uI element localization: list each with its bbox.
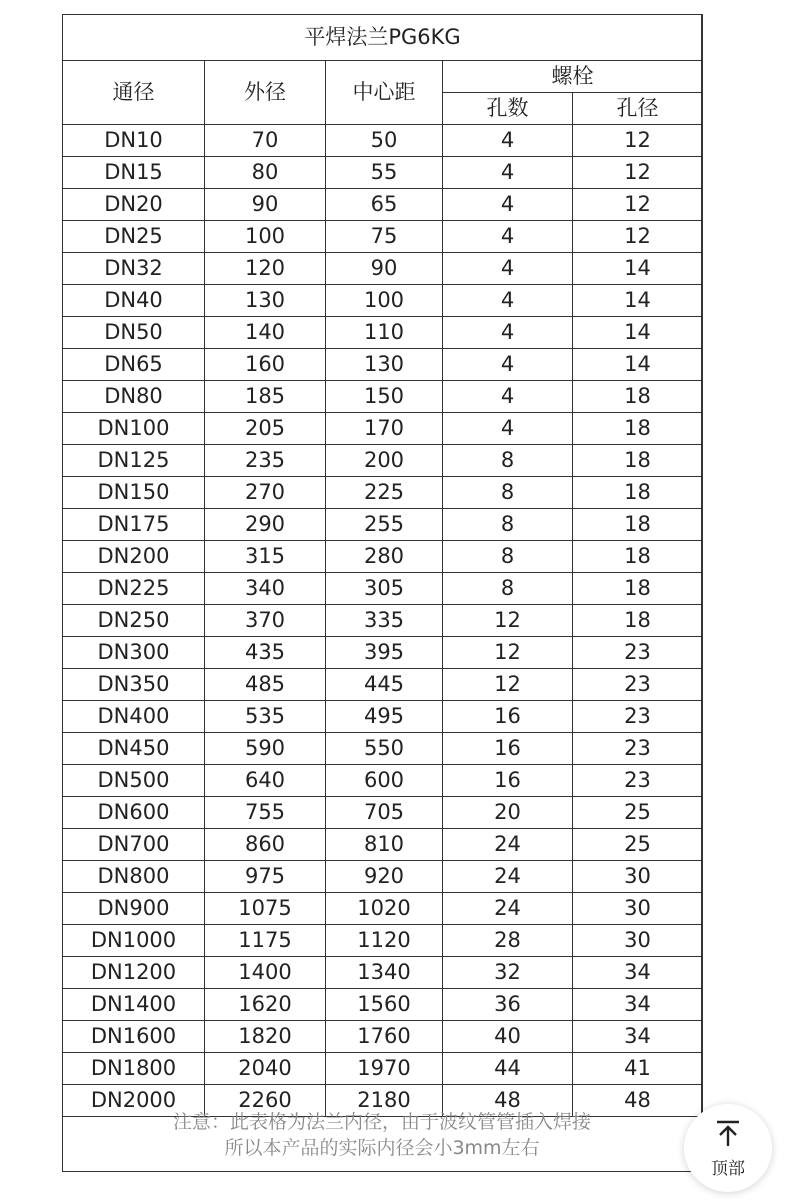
cell-bore: DN20 xyxy=(63,189,205,221)
cell-hole-diameter: 30 xyxy=(573,893,703,925)
cell-outer-diameter: 120 xyxy=(205,253,326,285)
cell-hole-diameter: 23 xyxy=(573,765,703,797)
header-bolt-group: 螺栓 xyxy=(443,61,703,93)
cell-hole-diameter: 34 xyxy=(573,989,703,1021)
cell-hole-diameter: 12 xyxy=(573,189,703,221)
cell-outer-diameter: 90 xyxy=(205,189,326,221)
cell-bore: DN15 xyxy=(63,157,205,189)
cell-bore: DN400 xyxy=(63,701,205,733)
cell-center-distance: 65 xyxy=(326,189,443,221)
cell-outer-diameter: 1820 xyxy=(205,1021,326,1053)
cell-hole-diameter: 34 xyxy=(573,1021,703,1053)
cell-bore: DN700 xyxy=(63,829,205,861)
cell-outer-diameter: 340 xyxy=(205,573,326,605)
cell-center-distance: 495 xyxy=(326,701,443,733)
cell-hole-count: 4 xyxy=(443,189,573,221)
cell-hole-diameter: 18 xyxy=(573,445,703,477)
cell-center-distance: 395 xyxy=(326,637,443,669)
flange-spec-table xyxy=(62,14,703,1117)
cell-center-distance: 1970 xyxy=(326,1053,443,1085)
cell-center-distance: 50 xyxy=(326,125,443,157)
cell-center-distance: 335 xyxy=(326,605,443,637)
cell-hole-count: 16 xyxy=(443,733,573,765)
cell-center-distance: 55 xyxy=(326,157,443,189)
cell-outer-diameter: 1400 xyxy=(205,957,326,989)
table-row xyxy=(63,1053,703,1085)
table-row xyxy=(63,541,703,573)
cell-hole-count: 24 xyxy=(443,829,573,861)
cell-outer-diameter: 1620 xyxy=(205,989,326,1021)
cell-hole-diameter: 30 xyxy=(573,925,703,957)
cell-outer-diameter: 80 xyxy=(205,157,326,189)
table-row xyxy=(63,605,703,637)
cell-bore: DN900 xyxy=(63,893,205,925)
table-row xyxy=(63,317,703,349)
cell-hole-count: 4 xyxy=(443,413,573,445)
table-row xyxy=(63,157,703,189)
cell-hole-diameter: 18 xyxy=(573,605,703,637)
cell-outer-diameter: 2040 xyxy=(205,1053,326,1085)
table-row xyxy=(63,285,703,317)
cell-outer-diameter: 185 xyxy=(205,381,326,413)
table-body xyxy=(63,125,703,1117)
table-row xyxy=(63,1021,703,1053)
table-row xyxy=(63,893,703,925)
table-row xyxy=(63,189,703,221)
cell-hole-diameter: 18 xyxy=(573,413,703,445)
cell-hole-count: 4 xyxy=(443,317,573,349)
cell-bore: DN10 xyxy=(63,125,205,157)
cell-center-distance: 550 xyxy=(326,733,443,765)
cell-hole-count: 4 xyxy=(443,221,573,253)
table-row xyxy=(63,669,703,701)
cell-hole-count: 8 xyxy=(443,445,573,477)
cell-bore: DN600 xyxy=(63,797,205,829)
cell-hole-count: 4 xyxy=(443,253,573,285)
cell-bore: DN225 xyxy=(63,573,205,605)
cell-bore: DN2000 xyxy=(63,1085,205,1117)
arrow-up-to-top-icon xyxy=(713,1118,743,1152)
table-row xyxy=(63,445,703,477)
note-line-2: 所以本产品的实际内径会小3mm左右 xyxy=(224,1137,540,1159)
cell-center-distance: 200 xyxy=(326,445,443,477)
cell-hole-diameter: 23 xyxy=(573,669,703,701)
cell-center-distance: 280 xyxy=(326,541,443,573)
cell-outer-diameter: 205 xyxy=(205,413,326,445)
cell-bore: DN50 xyxy=(63,317,205,349)
cell-bore: DN300 xyxy=(63,637,205,669)
cell-hole-count: 16 xyxy=(443,701,573,733)
cell-hole-count: 24 xyxy=(443,893,573,925)
cell-hole-count: 8 xyxy=(443,477,573,509)
table-row xyxy=(63,349,703,381)
cell-center-distance: 1340 xyxy=(326,957,443,989)
cell-hole-diameter: 12 xyxy=(573,125,703,157)
cell-center-distance: 920 xyxy=(326,861,443,893)
table-row xyxy=(63,413,703,445)
table-row xyxy=(63,509,703,541)
cell-outer-diameter: 160 xyxy=(205,349,326,381)
cell-bore: DN40 xyxy=(63,285,205,317)
header-outer-diameter: 外径 xyxy=(205,61,326,125)
table-row xyxy=(63,477,703,509)
cell-hole-count: 4 xyxy=(443,125,573,157)
cell-hole-count: 12 xyxy=(443,637,573,669)
cell-outer-diameter: 1175 xyxy=(205,925,326,957)
cell-hole-diameter: 18 xyxy=(573,381,703,413)
cell-outer-diameter: 2260 xyxy=(205,1085,326,1117)
cell-bore: DN450 xyxy=(63,733,205,765)
cell-hole-diameter: 14 xyxy=(573,253,703,285)
cell-hole-count: 4 xyxy=(443,285,573,317)
cell-hole-count: 20 xyxy=(443,797,573,829)
table-row xyxy=(63,381,703,413)
back-to-top-label: 顶部 xyxy=(711,1158,745,1179)
cell-hole-diameter: 18 xyxy=(573,509,703,541)
cell-hole-count: 36 xyxy=(443,989,573,1021)
table-row xyxy=(63,765,703,797)
cell-outer-diameter: 270 xyxy=(205,477,326,509)
cell-bore: DN100 xyxy=(63,413,205,445)
cell-hole-diameter: 23 xyxy=(573,733,703,765)
table-row xyxy=(63,221,703,253)
cell-hole-diameter: 48 xyxy=(573,1085,703,1117)
back-to-top-button[interactable] xyxy=(684,1104,772,1192)
cell-bore: DN350 xyxy=(63,669,205,701)
table-row xyxy=(63,989,703,1021)
cell-bore: DN125 xyxy=(63,445,205,477)
cell-hole-diameter: 30 xyxy=(573,861,703,893)
cell-outer-diameter: 140 xyxy=(205,317,326,349)
cell-center-distance: 1120 xyxy=(326,925,443,957)
cell-outer-diameter: 535 xyxy=(205,701,326,733)
header-hole-diameter: 孔径 xyxy=(573,93,703,125)
cell-center-distance: 810 xyxy=(326,829,443,861)
cell-hole-diameter: 18 xyxy=(573,477,703,509)
cell-hole-diameter: 14 xyxy=(573,317,703,349)
table-row xyxy=(63,637,703,669)
cell-hole-count: 4 xyxy=(443,381,573,413)
table-title: 平焊法兰PG6KG xyxy=(63,15,703,61)
cell-outer-diameter: 370 xyxy=(205,605,326,637)
table-row xyxy=(63,701,703,733)
cell-center-distance: 305 xyxy=(326,573,443,605)
header-center-distance: 中心距 xyxy=(326,61,443,125)
cell-center-distance: 225 xyxy=(326,477,443,509)
cell-hole-count: 8 xyxy=(443,573,573,605)
cell-outer-diameter: 590 xyxy=(205,733,326,765)
cell-bore: DN32 xyxy=(63,253,205,285)
cell-hole-count: 44 xyxy=(443,1053,573,1085)
cell-center-distance: 75 xyxy=(326,221,443,253)
cell-hole-diameter: 23 xyxy=(573,637,703,669)
cell-bore: DN1600 xyxy=(63,1021,205,1053)
cell-outer-diameter: 315 xyxy=(205,541,326,573)
cell-center-distance: 445 xyxy=(326,669,443,701)
table-row xyxy=(63,957,703,989)
cell-hole-count: 40 xyxy=(443,1021,573,1053)
cell-hole-count: 32 xyxy=(443,957,573,989)
cell-center-distance: 100 xyxy=(326,285,443,317)
cell-outer-diameter: 130 xyxy=(205,285,326,317)
cell-center-distance: 1760 xyxy=(326,1021,443,1053)
cell-center-distance: 1020 xyxy=(326,893,443,925)
header-bore: 通径 xyxy=(63,61,205,125)
cell-outer-diameter: 485 xyxy=(205,669,326,701)
cell-hole-count: 12 xyxy=(443,669,573,701)
cell-hole-diameter: 12 xyxy=(573,157,703,189)
note-line-1: 注意：此表格为法兰内径，由于波纹管管插入焊接 xyxy=(172,1111,591,1133)
cell-center-distance: 90 xyxy=(326,253,443,285)
cell-hole-count: 24 xyxy=(443,861,573,893)
cell-outer-diameter: 755 xyxy=(205,797,326,829)
cell-outer-diameter: 1075 xyxy=(205,893,326,925)
cell-bore: DN250 xyxy=(63,605,205,637)
cell-bore: DN1000 xyxy=(63,925,205,957)
cell-bore: DN800 xyxy=(63,861,205,893)
note-text xyxy=(62,1109,702,1161)
cell-outer-diameter: 860 xyxy=(205,829,326,861)
cell-bore: DN150 xyxy=(63,477,205,509)
table-row xyxy=(63,253,703,285)
cell-hole-diameter: 41 xyxy=(573,1053,703,1085)
cell-center-distance: 170 xyxy=(326,413,443,445)
cell-outer-diameter: 435 xyxy=(205,637,326,669)
cell-hole-diameter: 23 xyxy=(573,701,703,733)
cell-bore: DN175 xyxy=(63,509,205,541)
cell-hole-diameter: 25 xyxy=(573,829,703,861)
cell-outer-diameter: 290 xyxy=(205,509,326,541)
cell-outer-diameter: 235 xyxy=(205,445,326,477)
cell-hole-diameter: 14 xyxy=(573,285,703,317)
cell-hole-count: 8 xyxy=(443,541,573,573)
table-row xyxy=(63,733,703,765)
cell-bore: DN1400 xyxy=(63,989,205,1021)
cell-hole-diameter: 34 xyxy=(573,957,703,989)
cell-outer-diameter: 975 xyxy=(205,861,326,893)
cell-center-distance: 110 xyxy=(326,317,443,349)
table-row xyxy=(63,125,703,157)
cell-hole-diameter: 14 xyxy=(573,349,703,381)
cell-hole-count: 8 xyxy=(443,509,573,541)
cell-bore: DN65 xyxy=(63,349,205,381)
cell-center-distance: 130 xyxy=(326,349,443,381)
table-row xyxy=(63,861,703,893)
cell-hole-count: 28 xyxy=(443,925,573,957)
cell-hole-count: 12 xyxy=(443,605,573,637)
cell-bore: DN1800 xyxy=(63,1053,205,1085)
cell-hole-count: 4 xyxy=(443,157,573,189)
cell-bore: DN200 xyxy=(63,541,205,573)
cell-outer-diameter: 70 xyxy=(205,125,326,157)
cell-hole-diameter: 18 xyxy=(573,541,703,573)
cell-hole-count: 16 xyxy=(443,765,573,797)
cell-bore: DN1200 xyxy=(63,957,205,989)
cell-outer-diameter: 100 xyxy=(205,221,326,253)
cell-hole-count: 48 xyxy=(443,1085,573,1117)
cell-outer-diameter: 640 xyxy=(205,765,326,797)
cell-center-distance: 2180 xyxy=(326,1085,443,1117)
cell-center-distance: 150 xyxy=(326,381,443,413)
table-row xyxy=(63,573,703,605)
cell-hole-diameter: 12 xyxy=(573,221,703,253)
header-hole-count: 孔数 xyxy=(443,93,573,125)
cell-hole-count: 4 xyxy=(443,349,573,381)
cell-center-distance: 600 xyxy=(326,765,443,797)
cell-center-distance: 1560 xyxy=(326,989,443,1021)
cell-center-distance: 705 xyxy=(326,797,443,829)
cell-center-distance: 255 xyxy=(326,509,443,541)
cell-bore: DN25 xyxy=(63,221,205,253)
table-row xyxy=(63,829,703,861)
table-row xyxy=(63,797,703,829)
table-row xyxy=(63,925,703,957)
cell-hole-diameter: 25 xyxy=(573,797,703,829)
cell-hole-diameter: 18 xyxy=(573,573,703,605)
cell-bore: DN500 xyxy=(63,765,205,797)
cell-bore: DN80 xyxy=(63,381,205,413)
